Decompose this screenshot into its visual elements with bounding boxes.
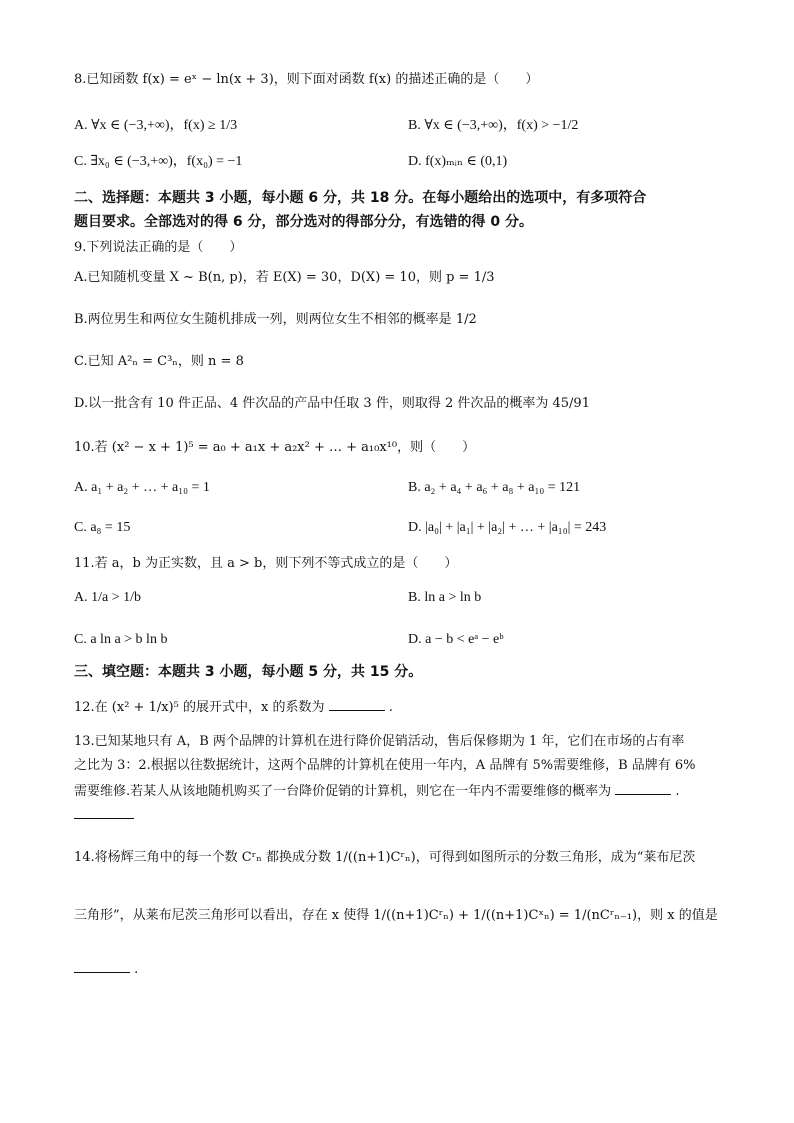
q14-end: . (134, 962, 139, 977)
q13-answer-blank[interactable] (615, 780, 671, 795)
q13-line3 (74, 780, 680, 802)
q9-option-a: A.已知随机变量 X ~ B(n, p)，若 E(X) = 30，D(X) = 10，则 p = 1/3 (74, 270, 495, 285)
q13-answer-blank-continued[interactable] (74, 818, 134, 819)
q10-stem: 10.若 (x² − x + 1)⁵ = a₀ + a₁x + a₂x² + … + a₁₀x¹⁰，则（ ） (74, 440, 476, 455)
q9-option-b: B.两位男生和两位女生随机排成一列，则两位女生不相邻的概率是 1/2 (74, 312, 477, 327)
q10-option-a: A. a₁ + a₂ + … + a₁₀ = 1 (74, 480, 210, 495)
section3-heading: 三、填空题：本题共 3 小题，每小题 5 分，共 15 分。 (74, 664, 423, 680)
q14-line1: 14.将杨辉三角中的每一个数 Cʳₙ 都换成分数 1/((n+1)Cʳₙ)，可得到如图所示的分数三角形，成为“莱布尼茨 (74, 850, 696, 865)
q12-line (74, 696, 393, 718)
q8-option-b: B. ∀x ∈ (−3,+∞)，f(x) > −1/2 (408, 118, 579, 133)
q11-option-d: D. a − b < eᵃ − eᵇ (408, 632, 504, 647)
q11-option-b: B. ln a > ln b (408, 590, 482, 605)
q9-option-d: D.以一批含有 10 件正品、4 件次品的产品中任取 3 件，则取得 2 件次品的概率为 45/91 (74, 396, 590, 411)
q9-option-c: C.已知 A²ₙ = C³ₙ，则 n = 8 (74, 354, 244, 369)
q13-line2: 之比为 3：2.根据以往数据统计，这两个品牌的计算机在使用一年内，A 品牌有 5%需要维修，B 品牌有 6% (74, 758, 696, 773)
q12-stem: 12.在 (x² + 1/x)⁵ 的展开式中，x 的系数为 (74, 700, 325, 715)
q13-end: . (675, 784, 680, 799)
section2-heading-line1: 二、选择题：本题共 3 小题，每小题 6 分，共 18 分。在每小题给出的选项中，有多项符合 (74, 190, 647, 206)
q14-line2: 三角形”，从莱布尼茨三角形可以看出，存在 x 使得 1/((n+1)Cʳₙ) + 1/((n+1)Cˣₙ) = 1/(nCʳₙ₋₁)，则 x 的值是 (74, 908, 718, 923)
q12-answer-blank[interactable] (329, 696, 385, 711)
q12-end: . (388, 700, 393, 715)
q13-line3-text: 需要维修.若某人从该地随机购买了一台降价促销的计算机，则它在一年内不需要维修的概率为 (74, 784, 612, 799)
q8-option-d: D. f(x)ₘᵢₙ ∈ (0,1) (408, 154, 508, 169)
q13-line1: 13.已知某地只有 A，B 两个品牌的计算机在进行降价促销活动，售后保修期为 1 年，它们在市场的占有率 (74, 734, 685, 749)
q14-answer-blank[interactable] (74, 958, 130, 973)
q8-stem: 8.已知函数 f(x) = eˣ − ln(x + 3)，则下面对函数 f(x) 的描述正确的是（ ） (74, 72, 539, 87)
q14-answer-line (74, 958, 138, 980)
q11-option-c: C. a ln a > b ln b (74, 632, 168, 647)
q9-stem: 9.下列说法正确的是（ ） (74, 240, 243, 255)
q8-option-c: C. ∃x₀ ∈ (−3,+∞)，f(x₀) = −1 (74, 154, 243, 169)
q11-option-a: A. 1/a > 1/b (74, 590, 141, 605)
q10-option-d: D. |a₀| + |a₁| + |a₂| + … + |a₁₀| = 243 (408, 520, 607, 535)
q8-option-a: A. ∀x ∈ (−3,+∞)，f(x) ≥ 1/3 (74, 118, 238, 133)
q10-option-c: C. a₈ = 15 (74, 520, 131, 535)
section2-heading-line2: 题目要求。全部选对的得 6 分，部分选对的得部分分，有选错的得 0 分。 (74, 214, 533, 230)
q11-stem: 11.若 a，b 为正实数，且 a > b，则下列不等式成立的是（ ） (74, 556, 458, 571)
q10-option-b: B. a₂ + a₄ + a₆ + a₈ + a₁₀ = 121 (408, 480, 581, 495)
